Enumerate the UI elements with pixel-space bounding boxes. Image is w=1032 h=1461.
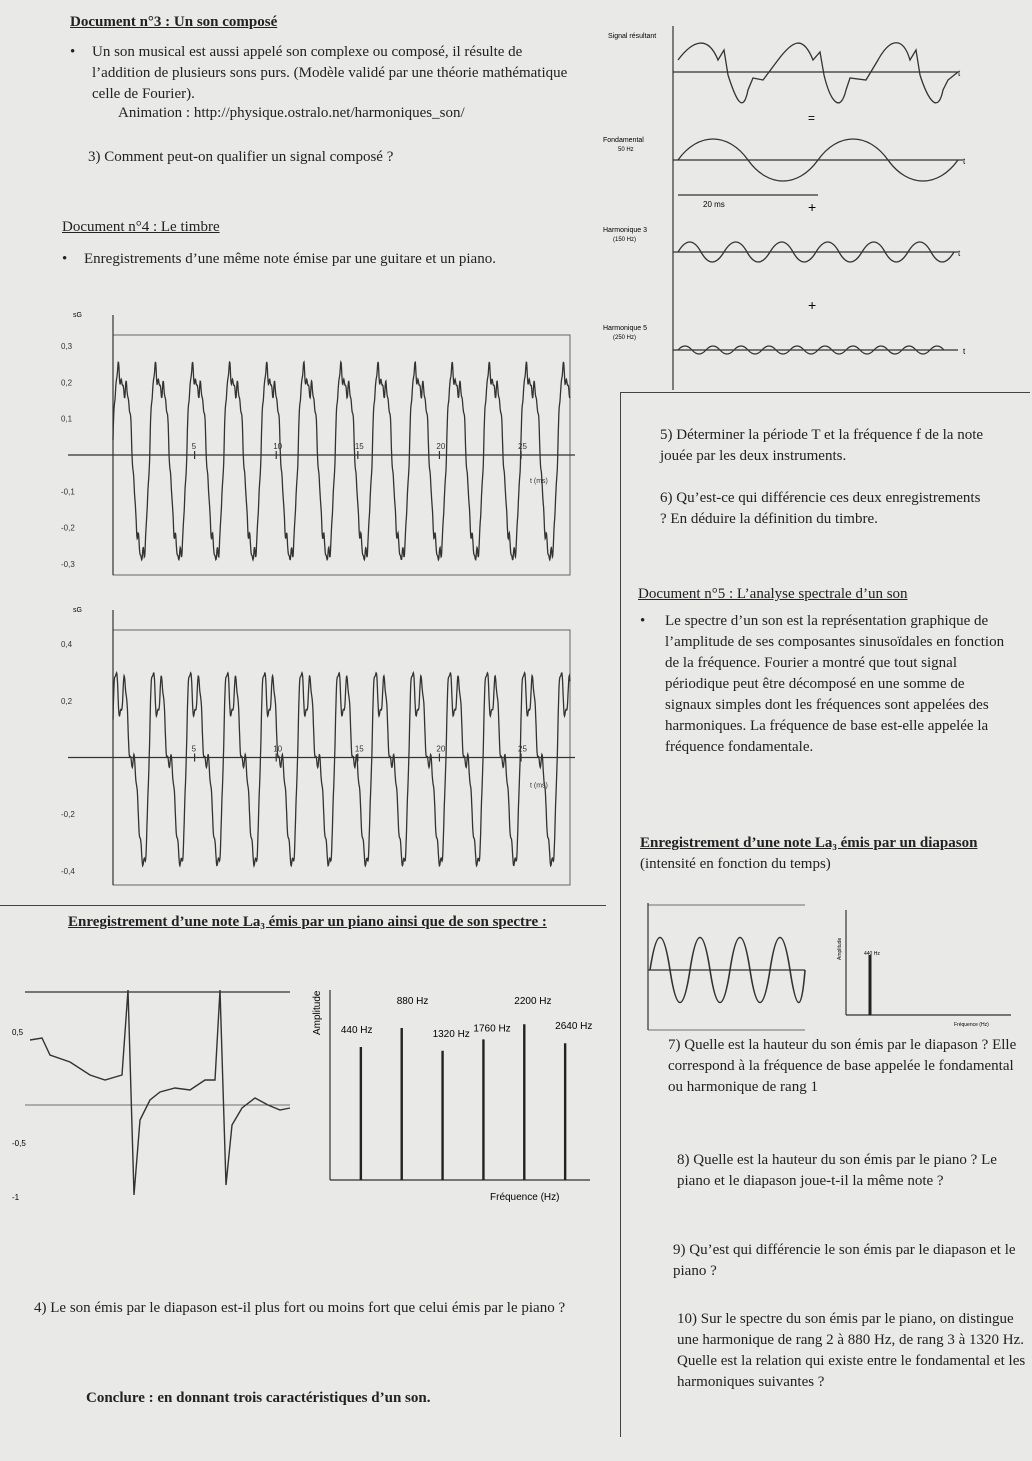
- chart-1-waveform: [113, 673, 570, 866]
- svg-text:+: +: [808, 297, 817, 313]
- piano-spectrum-chart: [310, 980, 600, 1210]
- chart-1-xtick-4: 25: [518, 744, 527, 754]
- period-label: 20 ms: [703, 200, 725, 209]
- svg-text:(250 Hz): (250 Hz): [613, 335, 637, 341]
- svg-text:0,5: 0,5: [12, 1028, 24, 1037]
- equals-sign: =: [808, 111, 816, 125]
- chart-2-label-3: 1760 Hz: [473, 1023, 511, 1035]
- svg-text:t: t: [963, 157, 966, 166]
- diapason-spectrum-chart: [836, 905, 1016, 1030]
- chart-2-label-1: 880 Hz: [396, 996, 429, 1007]
- diapason-title: Enregistrement d’une note La₃ émis par un diapason (intensité en fonction du temps): [640, 835, 978, 872]
- chart-0-ytick-2: 0,1: [61, 414, 73, 424]
- question-7: 7) Quelle est la hauteur du son émis par le diapason ? Elle correspond à la fréquence de base appelée le fondamental ou harmonique de rang 1: [668, 1037, 1017, 1095]
- composite-wave: [678, 43, 958, 103]
- chart-2-label-4: 2200 Hz: [514, 996, 552, 1008]
- question-9: 9) Qu’est qui différencie le son émis par le diapason et le piano ?: [673, 1242, 1016, 1279]
- svg-text:Fréquence (Hz): Fréquence (Hz): [954, 1022, 989, 1028]
- chart-0-xtick-3: 20: [436, 442, 446, 451]
- chart-0-xtick-2: 15: [354, 442, 364, 451]
- doc3-bullet: • Un son musical est aussi appelé son complexe ou composé, il résulte de l’addition de plusieurs sons purs. (Modèle validé par une théorie mathématique celle de Fourier).: [70, 44, 568, 102]
- chart-1-ytick-0: 0,4: [61, 640, 73, 650]
- signal-label: Signal résultant: [608, 33, 657, 40]
- guitar-chart: [58, 305, 578, 590]
- diapason-signal-chart: [640, 895, 810, 1035]
- chart-2-label-5: 2640 Hz: [555, 1021, 593, 1033]
- chart-0-xtick-0: 5: [191, 442, 197, 451]
- chart-1-ytick-1: 0,2: [61, 696, 73, 706]
- diapason-freq-label: 440 Hz: [864, 951, 880, 957]
- question-5: 5) Déterminer la période T et la fréquence f de la note jouée par les deux instruments.: [660, 427, 984, 464]
- question-4: 4) Le son émis par le diapason est-il plus fort ou moins fort que celui émis par le piano ?: [34, 1300, 566, 1316]
- doc5-bullet: • Le spectre d’un son est la représentation graphique de l’amplitude de ses composantes sinusoïdales en fonction de la fréquence. Fourier a montré que tout signal périodique peut être décomposé en une somme de signaux simples dont les fréquences sont appelées des harmoniques. La fréquence de base est-elle appelée la fréquence fondamentale.: [640, 613, 1005, 755]
- harmonic5-label: Harmonique 5: [603, 325, 647, 332]
- piano-section-top-rule: [0, 905, 606, 906]
- piano-title: Enregistrement d’une note La₃ émis par un piano ainsi que de son spectre :: [68, 914, 547, 930]
- doc5-title: Document n°5 : L’analyse spectrale d’un son: [638, 586, 908, 602]
- chart-0-waveform: [113, 362, 570, 560]
- composite-signal-diagram: [598, 20, 1018, 395]
- svg-text:t: t: [958, 69, 961, 78]
- chart-1-xlabel: t (ms): [530, 782, 548, 790]
- chart-1-xtick-0: 5: [191, 744, 197, 754]
- chart-2-ylabel: Amplitude: [312, 990, 323, 1035]
- chart-1-ylabel: sG: [73, 607, 82, 614]
- svg-text:Amplitude: Amplitude: [837, 937, 843, 960]
- harmonic3-label: Harmonique 3: [603, 227, 647, 234]
- conclusion: Conclure : en donnant trois caractéristiques d’un son.: [86, 1390, 431, 1406]
- chart-0-xlabel: t (ms): [530, 478, 548, 485]
- doc4-title: Document n°4 : Le timbre: [62, 219, 220, 235]
- doc3-title: Document n°3 : Un son composé: [70, 14, 278, 30]
- svg-text:-1: -1: [12, 1193, 20, 1202]
- chart-1-xtick-3: 20: [436, 744, 446, 754]
- chart-0-xtick-1: 10: [273, 442, 283, 451]
- question-8: 8) Quelle est la hauteur du son émis par le piano ? Le piano et le diapason joue-t-il la même note ?: [677, 1152, 997, 1189]
- chart-1-xtick-1: 10: [273, 744, 283, 754]
- chart-0-ylabel: sG: [73, 312, 82, 319]
- svg-text:+: +: [808, 199, 817, 215]
- chart-2-label-2: 1320 Hz: [432, 1028, 470, 1040]
- chart-1-ytick-3: -0,4: [61, 866, 75, 876]
- fundamental-label: Fondamental: [603, 137, 644, 144]
- piano-recording-chart: [10, 980, 295, 1210]
- svg-text:50 Hz: 50 Hz: [618, 147, 634, 153]
- animation-link[interactable]: Animation : http://physique.ostralo.net/harmoniques_son/: [118, 105, 465, 121]
- chart-1-ytick-2: -0,2: [61, 810, 75, 820]
- chart-0-ytick-0: 0,3: [61, 341, 73, 351]
- piano-la3-wave: [30, 990, 290, 1195]
- right-column-top-rule: [620, 392, 1030, 393]
- chart-0-ytick-5: -0,3: [61, 560, 75, 570]
- chart-2-xlabel: Fréquence (Hz): [490, 1192, 560, 1203]
- question-10: 10) Sur le spectre du son émis par le piano, on distingue une harmonique de rang 2 à 880 Hz, de rang 3 à 1320 Hz. Quelle est la relation qui existe entre le fondamental et les harmoniques suivantes ?: [677, 1311, 1026, 1390]
- chart-0-xtick-4: 25: [518, 442, 527, 451]
- svg-text:t: t: [963, 347, 966, 356]
- question-6: 6) Qu’est-ce qui différencie ces deux enregistrements ? En déduire la définition du timbre.: [660, 490, 981, 527]
- doc4-bullet: • Enregistrements d’une même note émise par une guitare et un piano.: [62, 251, 496, 267]
- piano-chart: [58, 600, 578, 900]
- svg-text:(150 Hz): (150 Hz): [613, 237, 637, 243]
- svg-text:t: t: [958, 249, 961, 258]
- chart-0-ytick-3: -0,1: [61, 487, 75, 497]
- svg-text:-0,5: -0,5: [12, 1139, 26, 1148]
- question-3: 3) Comment peut-on qualifier un signal composé ?: [88, 149, 394, 165]
- chart-0-ytick-4: -0,2: [61, 523, 75, 533]
- chart-2-label-0: 440 Hz: [340, 1025, 373, 1036]
- chart-1-xtick-2: 15: [354, 744, 364, 754]
- chart-0-ytick-1: 0,2: [61, 378, 73, 388]
